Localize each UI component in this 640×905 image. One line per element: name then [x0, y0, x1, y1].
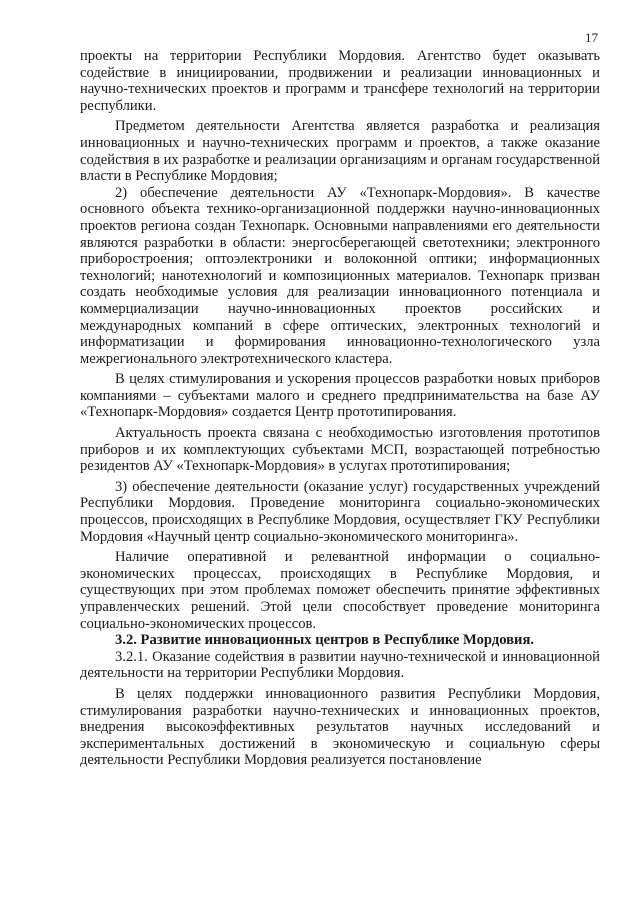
paragraph-6: 3) обеспечение деятельности (оказание услуг) государственных учреждений Республики Мордовия. Проведение мониторинга социально-экономических процессов, происходящих в Республике Мордовия, осуществляет ГКУ Республики Мордовия «Научный центр социально-экономического мониторинга». — [80, 478, 600, 545]
paragraph-10: В целях поддержки инновационного развития Республики Мордовия, стимулирования разработки научно-технических и инновационных проектов, внедрения высокоэффективных результатов научных исследований и экспериментальных достижений в экономическую и социальную сферы деятельности Республики Мордовия реализуется постановление — [80, 685, 600, 769]
paragraph-7: Наличие оперативной и релевантной информации о социально-экономических процессах, происходящих в Республике Мордовия, и существующих при этом проблемах поможет обеспечить принятие эффективных управленческих решений. Этой цели способствует проведение мониторинга социально-экономических процессов. — [80, 549, 600, 632]
paragraph-4: В целях стимулирования и ускорения процессов разработки новых приборов компаниями – субъектами малого и среднего предпринимательства на базе АУ «Технопарк-Мордовия» создается Центр прототипирования. — [80, 371, 600, 421]
paragraph-9: 3.2.1. Оказание содействия в развитии научно-технической и инновационной деятельности на территории Республики Мордовия. — [80, 648, 600, 682]
page-number: 17 — [585, 30, 598, 45]
section-heading: 3.2. Развитие инновационных центров в Республике Мордовия. — [115, 632, 534, 649]
paragraph-5: Актуальность проекта связана с необходимостью изготовления прототипов приборов и их комплектующих субъектами МСП, возрастающей потребностью резидентов АУ «Технопарк-Мордовия» в услугах прототипирования; — [80, 425, 600, 475]
paragraph-2: Предметом деятельности Агентства является разработка и реализация инновационных и научно-технических программ и проектов, а также оказание содействия в их разработке и реализации организациям и органам государственной власти в Республике Мордовия; — [80, 118, 600, 185]
paragraph-3: 2) обеспечение деятельности АУ «Технопарк-Мордовия». В качестве основного объекта технико-организационной поддержки научно-инновационных проектов региона создан Технопарк. Основными направлениями его деятельности являются разработки в области: энергосберегающей светотехники; электронного приборостроения; оптоэлектроники и волоконной оптики; информационных технологий; нанотехнологий и композиционных материалов. Технопарк призван создать необходимые условия для реализации инновационного потенциала и коммерциализации научно-инновационных проектов российских и международных компаний в сфере оптических, электронных технологий и информатизации и формирования инновационно-технологического узла межрегионального электротехнического кластера. — [80, 184, 600, 367]
paragraph-1: проекты на территории Республики Мордовия. Агентство будет оказывать содействие в инициировании, продвижении и реализации инновационных и научно-технических проектов и программ и трансфере технологий на территории республики. — [80, 48, 600, 114]
